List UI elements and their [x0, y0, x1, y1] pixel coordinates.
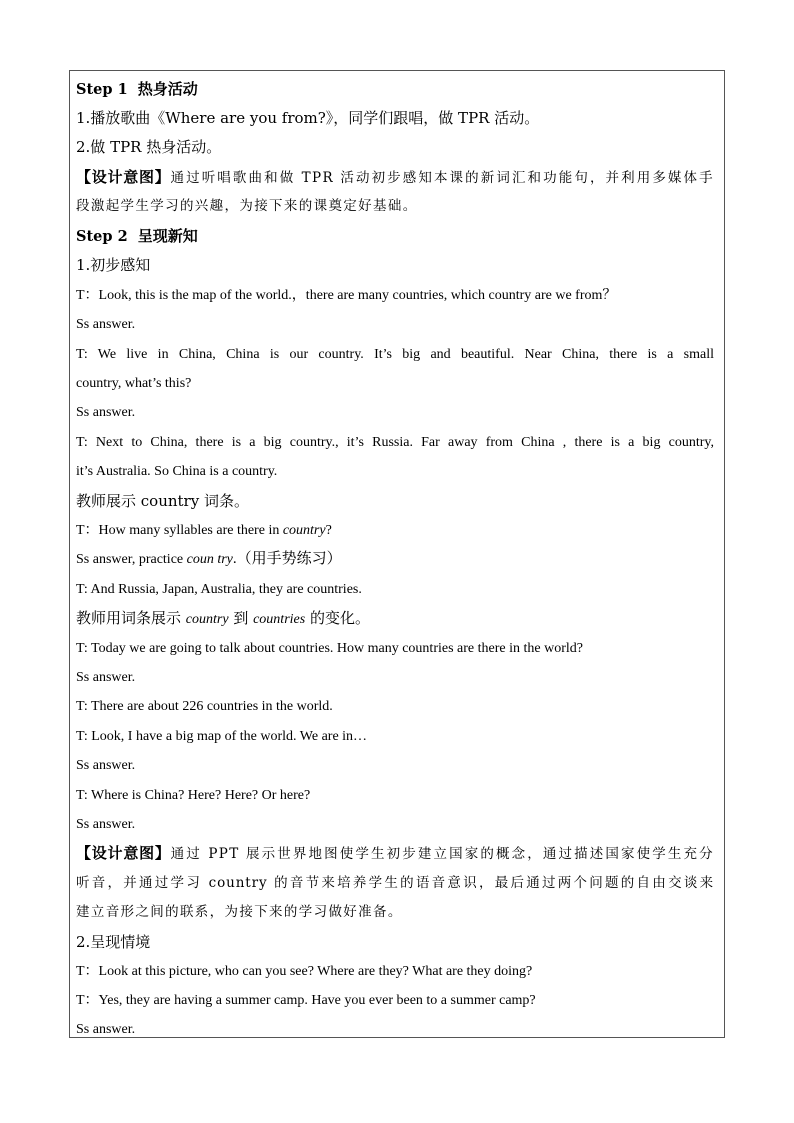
dialogue-line: Ss answer. [76, 670, 136, 685]
dialogue-line: T: Look, I have a big map of the world. We are in… [76, 729, 368, 744]
dialogue-line: T: Where is China? Here? Here? Or here? [76, 788, 311, 803]
design-intent-2-line2: 听音，并通过学习 country 的音节来培养学生的语音意识，最后通过两个问题的自由交谈来 [76, 875, 714, 891]
dialogue-line: country, what’s this? [76, 376, 192, 391]
dialogue-line: T：Look, this is the map of the world.，there are many countries, which country are we from？ [76, 288, 617, 303]
teacher-note: 教师展示 country 词条。 [76, 492, 249, 510]
step1-heading: Step 1 热身活动 [76, 80, 198, 98]
dialogue-line: T: And Russia, Japan, Australia, they are countries. [76, 582, 362, 597]
dialogue-line: Ss answer. [76, 758, 136, 773]
design-intent-2-line3: 建立音形之间的联系，为接下来的学习做好准备。 [76, 904, 403, 920]
teacher-note: 教师用词条展示 country 到 countries 的变化。 [76, 609, 370, 627]
design-intent-2-line1: 【设计意图】通过 PPT 展示世界地图使学生初步建立国家的概念，通过描述国家使学生充分 [76, 844, 714, 862]
dialogue-line: it’s Australia. So China is a country. [76, 464, 278, 479]
step1-item2: 2.做 TPR 热身活动。 [76, 138, 222, 156]
dialogue-line: Ss answer. [76, 317, 136, 332]
dialogue-line: T: We live in China, China is our country. It’s big and beautiful. Near China, there is a small [76, 347, 714, 362]
step1-item1: 1.播放歌曲《Where are you from?》，同学们跟唱，做 TPR 活动。 [76, 109, 540, 127]
dialogue-line: T: Today we are going to talk about countries. How many countries are there in the world? [76, 641, 583, 656]
step2-heading: Step 2 呈现新知 [76, 227, 198, 245]
dialogue-line: Ss answer, practice coun try.（用手势练习） [76, 551, 342, 567]
step2-sub2: 2.呈现情境 [76, 933, 151, 951]
design-intent-1-line2: 段激起学生学习的兴趣，为接下来的课奠定好基础。 [76, 198, 418, 214]
dialogue-line: T：How many syllables are there in country? [76, 523, 332, 538]
dialogue-line: T: Next to China, there is a big country., it’s Russia. Far away from China , there is a big country, [76, 435, 714, 450]
dialogue-line: Ss answer. [76, 1022, 136, 1037]
dialogue-line: T: There are about 226 countries in the world. [76, 699, 333, 714]
design-intent-1-line1: 【设计意图】通过听唱歌曲和做 TPR 活动初步感知本课的新词汇和功能句，并利用多媒体手 [76, 168, 714, 186]
dialogue-line: T：Look at this picture, who can you see? Where are they? What are they doing? [76, 964, 533, 979]
dialogue-line: T：Yes, they are having a summer camp. Have you ever been to a summer camp? [76, 993, 536, 1008]
dialogue-line: Ss answer. [76, 817, 136, 832]
step2-sub1: 1.初步感知 [76, 256, 151, 274]
dialogue-line: Ss answer. [76, 405, 136, 420]
